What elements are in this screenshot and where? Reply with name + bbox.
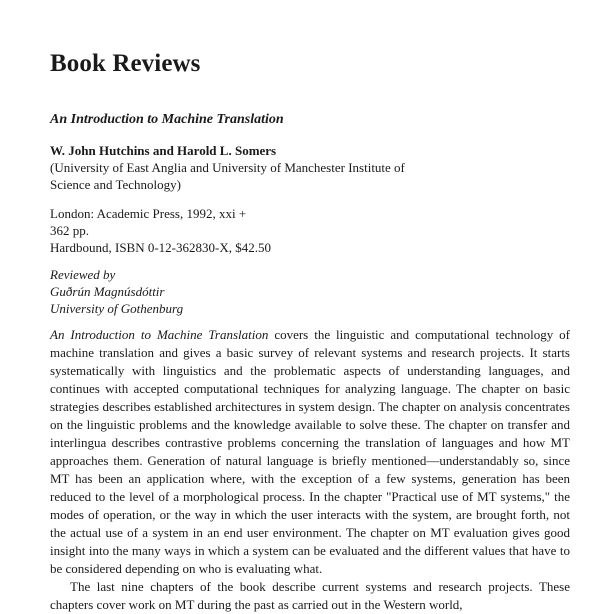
isbn-price-line: Hardbound, ISBN 0-12-362830-X, $42.50	[50, 240, 271, 255]
reviewer-name: Guðrún Magnúsdóttir	[50, 284, 165, 299]
author-affiliation-line: Science and Technology)	[50, 177, 181, 192]
publication-info	[50, 205, 271, 256]
reviewed-by-label: Reviewed by	[50, 267, 116, 282]
body-paragraph: The last nine chapters of the book describe current systems and research projects. These chapters cover work on MT during the past as carried out in the Western world,	[50, 579, 570, 612]
author-names: W. John Hutchins and Harold L. Somers	[50, 143, 277, 158]
body-paragraph	[50, 326, 570, 578]
page-count-line: 362 pp.	[50, 223, 89, 238]
publisher-line: London: Academic Press, 1992, xxi +	[50, 206, 247, 221]
author-block	[50, 142, 405, 193]
paragraph-text: covers the linguistic and computational technology of machine translation and gives a basic survey of relevant systems and research projects. It starts systematically with linguistics and the problematic aspects of understanding languages, and continues with accepted computational techniques for analyzing language. The chapter on basic strategies describes established architectures in system design. The chapter on analysis concentrates on the linguistic problems and the knowledge available to solve these. The chapter on transfer and interlingua describes contrastive problems concerning the translation of languages and how MT approaches them. Generation of natural language is briefly mentioned—understandably so, since MT has been an application where, with the exception of a few systems, generation has been reduced to the level of a morphological process. In the chapter "Practical use of MT systems," the modes of operation, or the way in which the user interacts with the system, are brought forth, not the actual use of a system in an end user environment. The chapter on MT evaluation gives good insight into the many ways in which a system can be evaluated and the different values that have to be considered depending on who is evaluating what.	[50, 327, 571, 576]
review-title: An Introduction to Machine Translation	[50, 112, 284, 127]
reviewer-affiliation: University of Gothenburg	[50, 301, 184, 316]
book-title-reference: An Introduction to Machine Translation	[50, 327, 269, 342]
author-affiliation-line: (University of East Anglia and University of Manchester Institute of	[50, 160, 405, 175]
reviewer-block	[50, 266, 183, 317]
review-body	[50, 326, 570, 614]
section-title: Book Reviews	[50, 50, 201, 77]
